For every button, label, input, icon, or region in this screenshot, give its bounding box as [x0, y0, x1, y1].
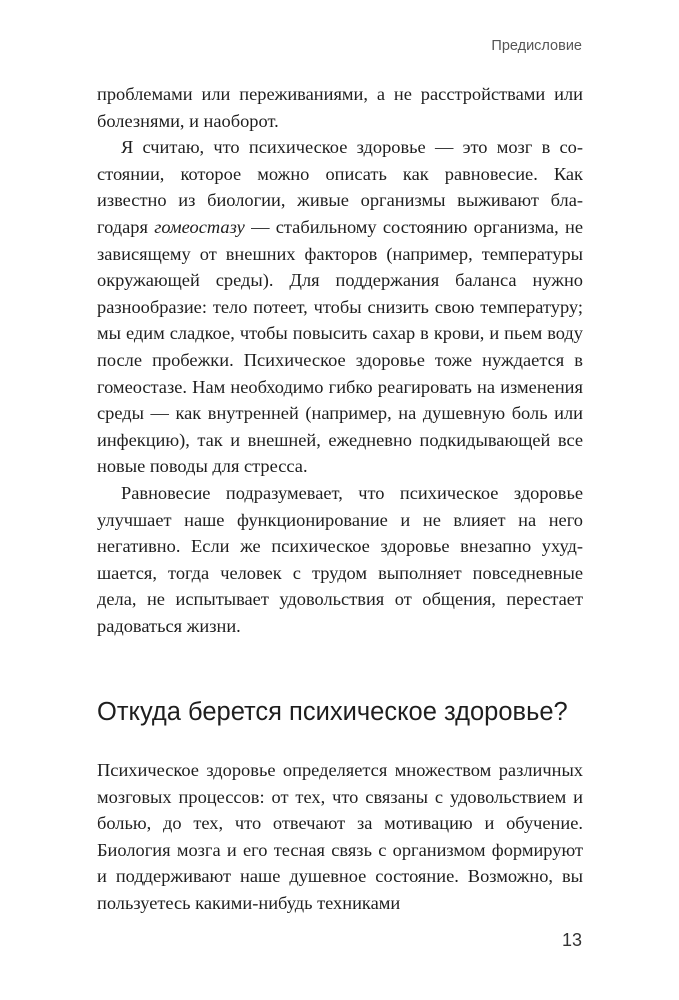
- body-text-top: [97, 81, 583, 639]
- body-text-section: [97, 757, 583, 917]
- paragraph-homeostasis-start: Я считаю, что психическое здоровье — это мозг в состоянии, которое можно описать как равновесие. Как известно из биологии, живые организмы выживают благодаря: [97, 137, 583, 237]
- paragraph-continuation: проблемами или переживаниями, а не расстройствами или болезнями, и наоборот.: [97, 84, 583, 131]
- emphasis-term: гомеостазу: [154, 216, 245, 237]
- section-heading: Откуда берется психическое здоровье?: [97, 698, 568, 726]
- section-paragraph: Психическое здоровье определяется множеством различных мозговых процессов: от тех, что связаны с удовольствием и болью, до тех, что отвечают за мотивацию и обучение. Биология мозга и его тесная связь с организмом формируют и поддерживают наше душевное состояние. Возможно, вы пользуетесь какими-нибудь техниками: [97, 760, 583, 913]
- page-number: 13: [561, 930, 582, 950]
- running-head: Предисловие: [491, 38, 582, 54]
- paragraph-balance: Равновесие подразумевает, что психическое здоровье улучшает наше функционирование и не влияет на него негативно. Если же психическое здоровье внезапно ухудшается, тогда человек с трудом выполняет повседневные дела, не испытывает удовольствия от общения, перестает радоваться жизни.: [97, 482, 583, 636]
- paragraph-homeostasis-end: — стабильному состоянию организма, не зависящему от внешних факторов (например, температуры окружающей среды). Для поддержания баланса нужно разнообразие: тело потеет, чтобы снизить свою температуру; мы едим сладкое, чтобы повысить сахар в крови, и пьем воду после пробежки. Психическое здоровье тоже нуждается в гомеостазе. Нам необходимо гибко реагировать на изменения среды — как внутренней (например, на душевную боль или инфекцию), так и внешней, ежедневно подкидывающей все новые поводы для стресса.: [97, 216, 583, 477]
- paragraph-homeostasis: [97, 134, 583, 480]
